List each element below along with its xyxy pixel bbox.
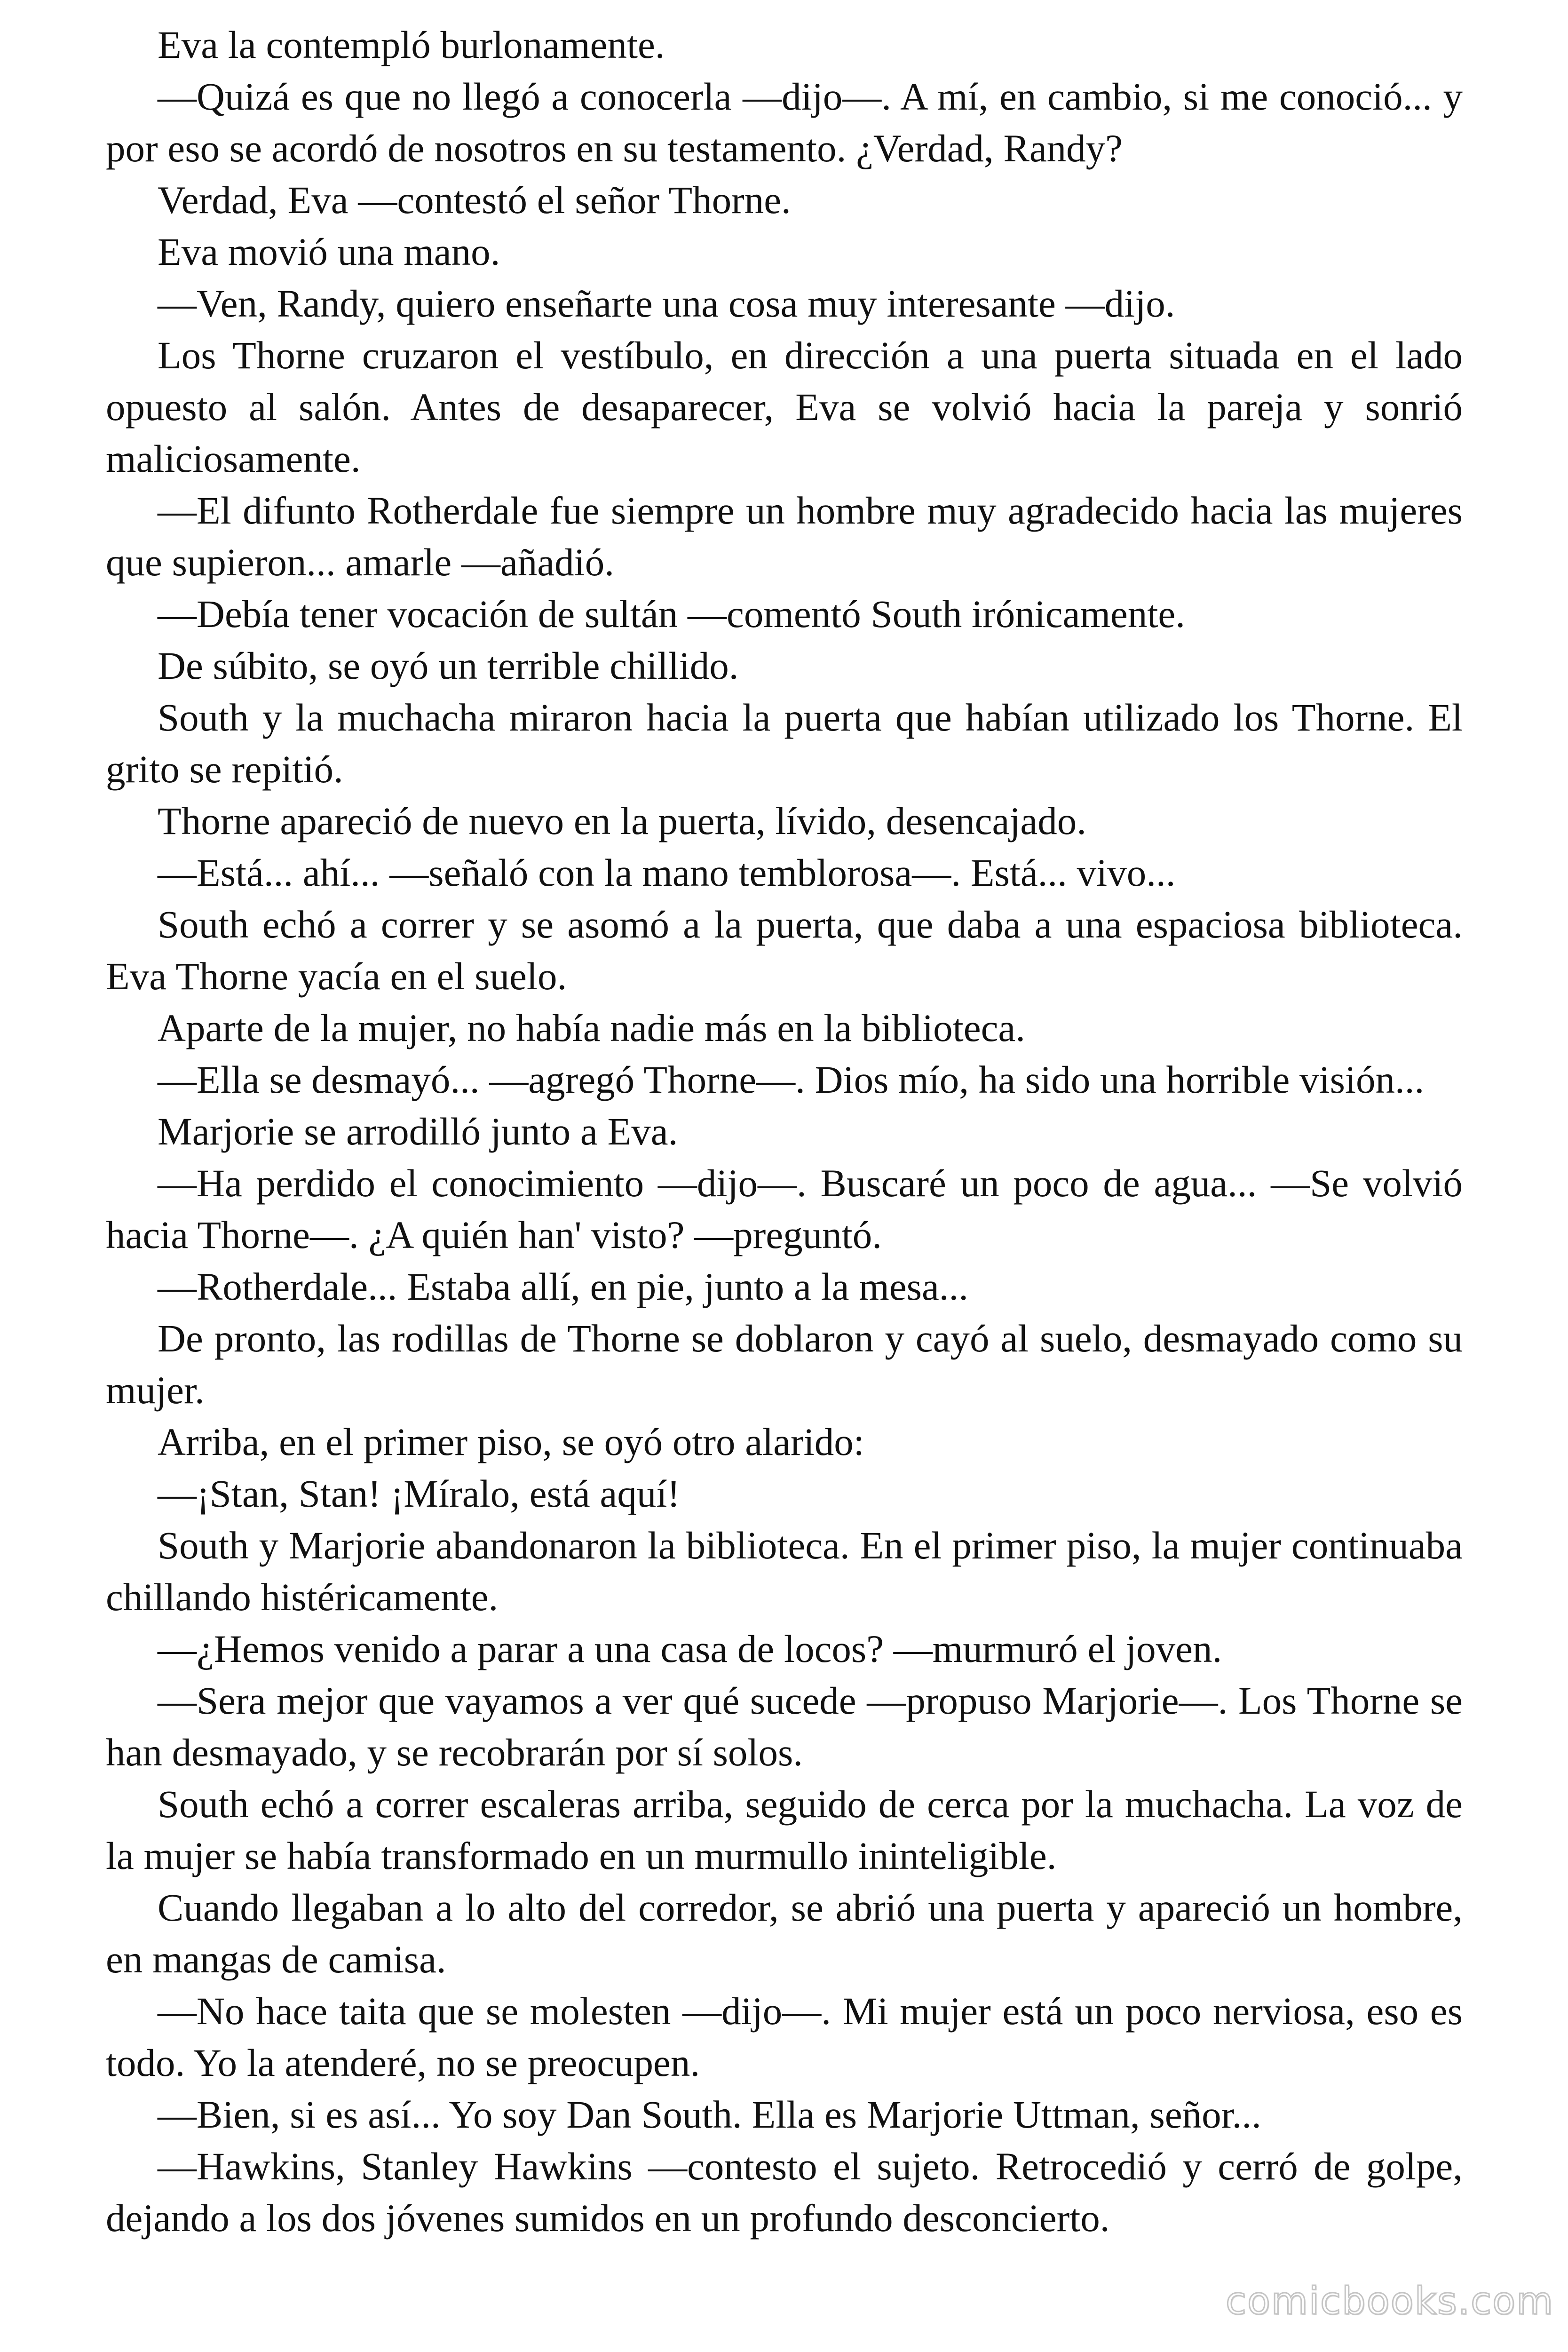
paragraph: Thorne apareció de nuevo en la puerta, lívido, desencajado. <box>158 799 1087 842</box>
paragraph: De pronto, las rodillas de Thorne se doblaron y cayó al suelo, desmayado como su mujer. <box>106 1317 1463 1412</box>
paragraph: South echó a correr y se asomó a la puerta, que daba a una espaciosa biblioteca. Eva Thorne yacía en el suelo. <box>106 903 1463 998</box>
paragraph: Eva movió una mano. <box>158 230 500 273</box>
paragraph: —Sera mejor que vayamos a ver qué sucede —propuso Marjorie—. Los Thorne se han desmayado, y se recobrarán por sí solos. <box>106 1679 1463 1774</box>
paragraph: —Quizá es que no llegó a conocerla —dijo—. A mí, en cambio, si me conoció... y por eso se acordó de nosotros en su testamento. ¿Verdad, Randy? <box>106 75 1463 170</box>
paragraph: Verdad, Eva —contestó el señor Thorne. <box>158 178 791 222</box>
paragraph: South echó a correr escaleras arriba, seguido de cerca por la muchacha. La voz de la mujer se había transformado en un murmullo ininteligible. <box>106 1782 1463 1877</box>
page-text <box>106 19 1463 2244</box>
paragraph: —¡Stan, Stan! ¡Míralo, está aquí! <box>158 1472 681 1515</box>
watermark: comicbooks.com <box>1225 2279 1554 2323</box>
paragraph: —Rotherdale... Estaba allí, en pie, junto a la mesa... <box>158 1265 969 1308</box>
paragraph: De súbito, se oyó un terrible chillido. <box>158 644 739 687</box>
paragraph: —Bien, si es así... Yo soy Dan South. Ella es Marjorie Uttman, señor... <box>158 2093 1261 2136</box>
paragraph: —Ven, Randy, quiero enseñarte una cosa muy interesante —dijo. <box>158 282 1175 325</box>
paragraph: Los Thorne cruzaron el vestíbulo, en dirección a una puerta situada en el lado opuesto al salón. Antes de desaparecer, Eva se volvió hacia la pareja y sonrió maliciosamente. <box>106 334 1463 480</box>
paragraph: —¿Hemos venido a parar a una casa de locos? —murmuró el joven. <box>158 1627 1222 1670</box>
paragraph: Eva la contempló burlonamente. <box>158 23 665 66</box>
paragraph: Aparte de la mujer, no había nadie más en la biblioteca. <box>158 1006 1026 1049</box>
paragraph: —Está... ahí... —señaló con la mano temblorosa—. Está... vivo... <box>158 851 1176 894</box>
paragraph: Arriba, en el primer piso, se oyó otro alarido: <box>158 1420 864 1463</box>
paragraph: —El difunto Rotherdale fue siempre un hombre muy agradecido hacia las mujeres que supieron... amarle —añadió. <box>106 489 1463 584</box>
paragraph: —No hace taita que se molesten —dijo—. Mi mujer está un poco nerviosa, eso es todo. Yo la atenderé, no se preocupen. <box>106 1989 1463 2084</box>
paragraph: Marjorie se arrodilló junto a Eva. <box>158 1110 678 1153</box>
paragraph: —Ha perdido el conocimiento —dijo—. Buscaré un poco de agua... —Se volvió hacia Thorne—. ¿A quién han' visto? —preguntó. <box>106 1161 1463 1256</box>
paragraph: Cuando llegaban a lo alto del corredor, se abrió una puerta y apareció un hombre, en mangas de camisa. <box>106 1886 1463 1981</box>
paragraph: —Debía tener vocación de sultán —comentó South irónicamente. <box>158 592 1185 636</box>
paragraph: —Ella se desmayó... —agregó Thorne—. Dios mío, ha sido una horrible visión... <box>158 1058 1425 1101</box>
paragraph: South y Marjorie abandonaron la biblioteca. En el primer piso, la mujer continuaba chillando histéricamente. <box>106 1524 1463 1619</box>
paragraph: —Hawkins, Stanley Hawkins —contesto el sujeto. Retrocedió y cerró de golpe, dejando a los dos jóvenes sumidos en un profundo desconcierto. <box>106 2145 1463 2240</box>
paragraph: South y la muchacha miraron hacia la puerta que habían utilizado los Thorne. El grito se repitió. <box>106 696 1463 791</box>
